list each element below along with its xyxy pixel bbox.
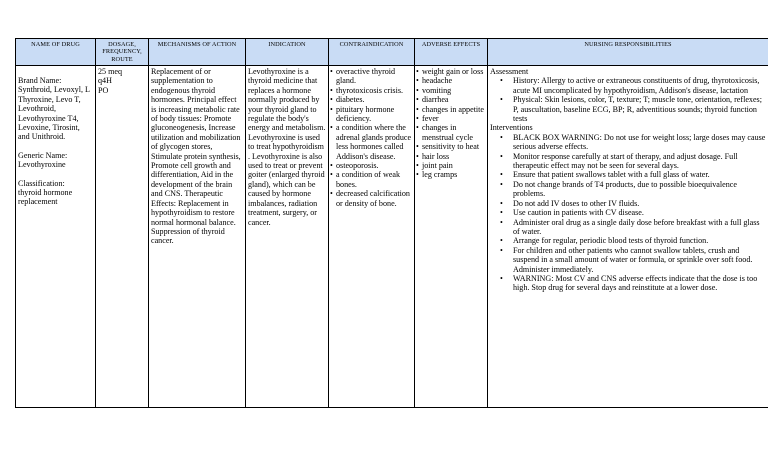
- intervention-item: • Arrange for regular, periodic blood tests of thyroid function.: [500, 236, 766, 245]
- intervention-item: • WARNING: Most CV and CNS adverse effects indicate that the dose is too high. Stop drug for several days and reinstitute at a lower dose.: [500, 274, 766, 293]
- interventions-label: Interventions: [490, 123, 533, 133]
- assessment-item: • Physical: Skin lesions, color, T, texture; T; muscle tone, orientation, reflexes; P, auscultation, baseline ECG, BP; R, adventitious sounds; thyroid function tests: [500, 95, 766, 123]
- interventions-list: [490, 133, 766, 293]
- contraindication-item: • decreased calcification or density of bone.: [331, 189, 412, 208]
- intervention-item: • Use caution in patients with CV disease.: [500, 208, 766, 217]
- intervention-item: • Monitor response carefully at start of therapy, and adjust dosage. Full therapeutic effect may not be seen for several days.: [500, 152, 766, 171]
- adverse-effect-item: • fever: [417, 114, 485, 123]
- header-mechanism: MECHANISMS OF ACTION: [149, 39, 246, 66]
- mechanism-cell: [149, 66, 246, 408]
- header-adverse-effects: ADVERSE EFFECTS: [415, 39, 488, 66]
- adverse-effect-item: • headache: [417, 76, 485, 85]
- adverse-effect-item: • sensitivity to heat: [417, 142, 485, 151]
- brand-name-label: Brand Name:: [18, 76, 62, 85]
- intervention-item: • Administer oral drug as a single daily dose before breakfast with a full glass of water.: [500, 218, 766, 237]
- drug-row: [16, 66, 768, 408]
- adverse-effect-item: • joint pain: [417, 161, 485, 170]
- assessment-label: Assessment: [490, 67, 529, 76]
- header-row: [16, 39, 768, 66]
- dosage-route: PO: [98, 85, 109, 95]
- contraindication-item: • osteoporosis.: [331, 161, 412, 170]
- header-contraindication: CONTRAINDICATION: [329, 39, 415, 66]
- contraindication-item: • overactive thyroid gland.: [331, 67, 412, 86]
- contraindication-item: • a condition of weak bones.: [331, 170, 412, 189]
- adverse-effect-item: • vomiting: [417, 86, 485, 95]
- drug-study-table: [15, 38, 768, 408]
- contraindication-item: • thyrotoxicosis crisis.: [331, 86, 412, 95]
- intervention-item: • Do not change brands of T4 products, due to possible bioequivalence problems.: [500, 180, 766, 199]
- intervention-item: • BLACK BOX WARNING: Do not use for weight loss; large doses may cause serious adverse effects.: [500, 133, 766, 152]
- indication-text: Levothyroxine is a thyroid medicine that replaces a hormone normally produced by your thyroid gland to regulate the body's energy and metabolism. Levothyroxine is used to treat hypothyroidism . Levothyroxine is also used to treat or prevent goiter (enlarged thyroid gland), which can be caused by hormone imbalances, radiation treatment, surgery, or cancer.: [248, 67, 326, 227]
- assessment-item: • History: Allergy to active or extraneous constituents of drug, thyrotoxicosis, acute MI uncomplicated by hypothyroidism, Addison's disease, lactation: [500, 76, 766, 95]
- contraindication-cell: [329, 66, 415, 408]
- dosage-frequency: q4H: [98, 76, 112, 86]
- header-nursing-responsibilities: NURSING RESPONSIBILITIES: [488, 39, 768, 66]
- drug-name-cell: [16, 66, 96, 408]
- adverse-effect-item: • weight gain or loss: [417, 67, 485, 76]
- adverse-effects-list: [417, 67, 485, 180]
- adverse-effect-item: • diarrhea: [417, 95, 485, 104]
- adverse-effect-item: • changes in menstrual cycle: [417, 123, 485, 142]
- mechanism-text: Replacement of or supplementation to endogenous thyroid hormones. Principal effect is increasing metabolic rate of body tissues: Promote gluconeogenesis, Increase utilization and mobilization of glycogen stores, Stimulate protein synthesis, Promote cell growth and differentiation, Aid in the development of the brain and CNS. Therapeutic Effects: Replacement in hypothyroidism to restore normal hormonal balance. Suppression of thyroid cancer.: [151, 67, 241, 246]
- contraindication-item: • diabetes.: [331, 95, 412, 104]
- adverse-effect-item: • hair loss: [417, 152, 485, 161]
- intervention-item: • Ensure that patient swallows tablet with a full glass of water.: [500, 170, 766, 179]
- generic-name: Levothyroxine: [18, 160, 66, 170]
- classification: thyroid hormone replacement: [18, 188, 73, 207]
- dosage-cell: [96, 66, 149, 408]
- brand-names: Synthroid, Levoxyl, L Thyroxine, Levo T, Levothroid, Levothyroxine T4, Levoxine, Tirosint, and Unithroid.: [18, 85, 90, 142]
- header-name-of-drug: NAME OF DRUG: [16, 39, 96, 66]
- adverse-effect-item: • leg cramps: [417, 170, 485, 179]
- adverse-effects-cell: [415, 66, 488, 408]
- assessment-list: [490, 76, 766, 123]
- intervention-item: • Do not add IV doses to other IV fluids.: [500, 199, 766, 208]
- adverse-effect-item: • changes in appetite: [417, 105, 485, 114]
- indication-cell: [246, 66, 329, 408]
- contraindication-list: [331, 67, 412, 208]
- header-indication: INDICATION: [246, 39, 329, 66]
- dosage-amount: 25 meq: [98, 67, 123, 76]
- generic-name-label: Generic Name:: [18, 150, 68, 160]
- nursing-cell: [488, 66, 768, 408]
- intervention-item: • For children and other patients who cannot swallow tablets, crush and suspend in a small amount of water or formula, or sprinkle over soft food. Administer immediately.: [500, 246, 766, 274]
- contraindication-item: • pituitary hormone deficiency.: [331, 105, 412, 124]
- header-dosage: DOSAGE, FREQUENCY, ROUTE: [96, 39, 149, 66]
- classification-label: Classification:: [18, 178, 65, 188]
- contraindication-item: • a condition where the adrenal glands produce less hormones called Addison's disease.: [331, 123, 412, 161]
